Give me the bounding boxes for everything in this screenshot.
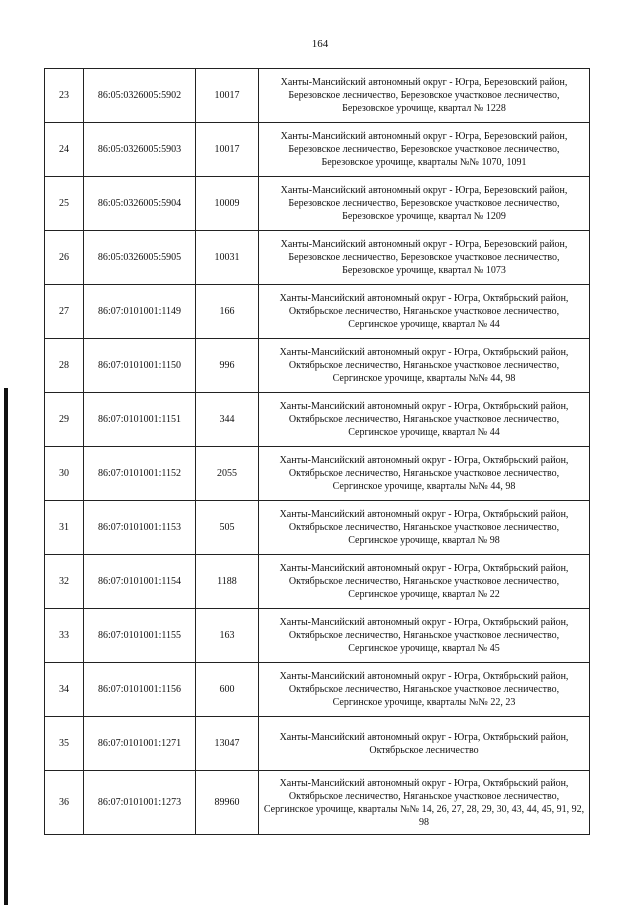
location-description: Ханты-Мансийский автономный округ - Югра, Октябрьский район, Октябрьское лесничество, Няганьское участковое лесничество, Сергинское урочище, квартал № 22 — [259, 555, 590, 609]
table-row — [45, 717, 590, 771]
location-description: Ханты-Мансийский автономный округ - Югра, Березовский район, Березовское лесничество, Березовское участковое лесничество, Березовское урочище, квартал № 1209 — [259, 177, 590, 231]
area-value: 89960 — [196, 771, 259, 835]
table-row — [45, 501, 590, 555]
location-description: Ханты-Мансийский автономный округ - Югра, Березовский район, Березовское лесничество, Березовское участковое лесничество, Березовское урочище, квартал № 1073 — [259, 231, 590, 285]
cadastral-number: 86:07:0101001:1149 — [84, 285, 196, 339]
location-description: Ханты-Мансийский автономный округ - Югра, Октябрьский район, Октябрьское лесничество, Няганьское участковое лесничество, Сергинское урочище, квартал № 44 — [259, 285, 590, 339]
cadastral-number: 86:07:0101001:1152 — [84, 447, 196, 501]
cadastral-number: 86:07:0101001:1155 — [84, 609, 196, 663]
row-number: 30 — [45, 447, 84, 501]
location-description: Ханты-Мансийский автономный округ - Югра, Октябрьский район, Октябрьское лесничество, Няганьское участковое лесничество, Сергинское урочище, квартал № 44 — [259, 393, 590, 447]
page-number: 164 — [311, 38, 329, 50]
table-row — [45, 447, 590, 501]
table-row — [45, 123, 590, 177]
row-number: 26 — [45, 231, 84, 285]
cadastral-number: 86:05:0326005:5903 — [84, 123, 196, 177]
table-row — [45, 555, 590, 609]
cadastral-number: 86:07:0101001:1154 — [84, 555, 196, 609]
cadastral-number: 86:07:0101001:1273 — [84, 771, 196, 835]
area-value: 996 — [196, 339, 259, 393]
cadastral-number: 86:07:0101001:1156 — [84, 663, 196, 717]
location-description: Ханты-Мансийский автономный округ - Югра, Октябрьский район, Октябрьское лесничество, Няганьское участковое лесничество, Сергинское урочище, кварталы №№ 22, 23 — [259, 663, 590, 717]
table-row — [45, 609, 590, 663]
location-description: Ханты-Мансийский автономный округ - Югра, Октябрьский район, Октябрьское лесничество, Няганьское участковое лесничество, Сергинское урочище, квартал № 45 — [259, 609, 590, 663]
location-description: Ханты-Мансийский автономный округ - Югра, Октябрьский район, Октябрьское лесничество, Няганьское участковое лесничество, Сергинское урочище, кварталы №№ 14, 26, 27, 28, 29, 30, 43, 44, 45, 91, 92, 98 — [259, 771, 590, 835]
row-number: 28 — [45, 339, 84, 393]
row-number: 35 — [45, 717, 84, 771]
cadastral-number: 86:05:0326005:5904 — [84, 177, 196, 231]
area-value: 13047 — [196, 717, 259, 771]
table-row — [45, 177, 590, 231]
area-value: 10017 — [196, 123, 259, 177]
row-number: 34 — [45, 663, 84, 717]
table-row — [45, 663, 590, 717]
area-value: 10009 — [196, 177, 259, 231]
table-row — [45, 285, 590, 339]
cadastral-number: 86:07:0101001:1271 — [84, 717, 196, 771]
row-number: 25 — [45, 177, 84, 231]
row-number: 32 — [45, 555, 84, 609]
row-number: 31 — [45, 501, 84, 555]
row-number: 24 — [45, 123, 84, 177]
table-row — [45, 231, 590, 285]
location-description: Ханты-Мансийский автономный округ - Югра, Октябрьский район, Октябрьское лесничество, Няганьское участковое лесничество, Сергинское урочище, квартал № 98 — [259, 501, 590, 555]
cadastral-number: 86:07:0101001:1153 — [84, 501, 196, 555]
cadastral-number: 86:05:0326005:5902 — [84, 69, 196, 123]
row-number: 36 — [45, 771, 84, 835]
area-value: 505 — [196, 501, 259, 555]
table-row — [45, 393, 590, 447]
area-value: 2055 — [196, 447, 259, 501]
area-value: 163 — [196, 609, 259, 663]
land-plots-table — [44, 68, 590, 835]
row-number: 23 — [45, 69, 84, 123]
cadastral-number: 86:07:0101001:1151 — [84, 393, 196, 447]
location-description: Ханты-Мансийский автономный округ - Югра, Березовский район, Березовское лесничество, Березовское участковое лесничество, Березовское урочище, кварталы №№ 1070, 1091 — [259, 123, 590, 177]
row-number: 33 — [45, 609, 84, 663]
area-value: 344 — [196, 393, 259, 447]
cadastral-number: 86:07:0101001:1150 — [84, 339, 196, 393]
area-value: 166 — [196, 285, 259, 339]
area-value: 1188 — [196, 555, 259, 609]
table-row — [45, 69, 590, 123]
location-description: Ханты-Мансийский автономный округ - Югра, Октябрьский район, Октябрьское лесничество, Няганьское участковое лесничество, Сергинское урочище, кварталы №№ 44, 98 — [259, 447, 590, 501]
area-value: 10031 — [196, 231, 259, 285]
area-value: 600 — [196, 663, 259, 717]
location-description: Ханты-Мансийский автономный округ - Югра, Октябрьский район, Октябрьское лесничество — [259, 717, 590, 771]
table-row — [45, 771, 590, 835]
cadastral-number: 86:05:0326005:5905 — [84, 231, 196, 285]
table-row — [45, 339, 590, 393]
location-description: Ханты-Мансийский автономный округ - Югра, Октябрьский район, Октябрьское лесничество, Няганьское участковое лесничество, Сергинское урочище, кварталы №№ 44, 98 — [259, 339, 590, 393]
area-value: 10017 — [196, 69, 259, 123]
row-number: 27 — [45, 285, 84, 339]
location-description: Ханты-Мансийский автономный округ - Югра, Березовский район, Березовское лесничество, Березовское участковое лесничество, Березовское урочище, квартал № 1228 — [259, 69, 590, 123]
row-number: 29 — [45, 393, 84, 447]
scan-edge-mark — [4, 388, 8, 905]
